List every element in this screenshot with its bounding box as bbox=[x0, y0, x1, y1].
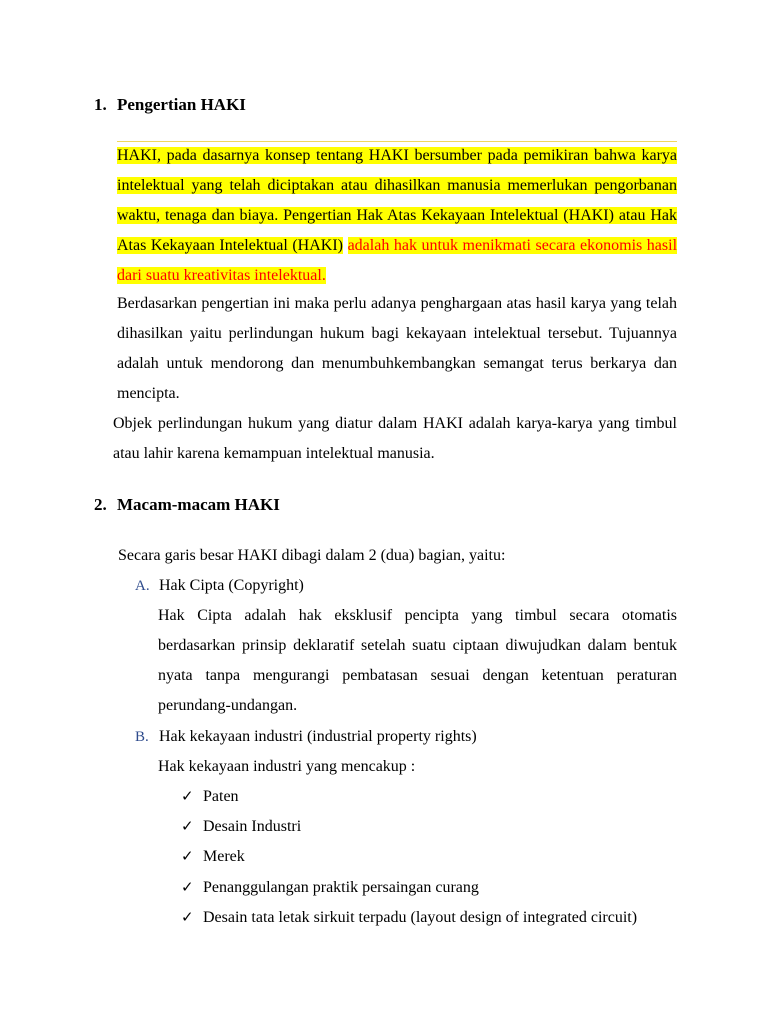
check-icon: ✓ bbox=[181, 819, 194, 835]
section-2-number: 2. bbox=[94, 495, 107, 514]
industrial-property-description: Hak kekayaan industri yang mencakup : bbox=[158, 758, 416, 775]
list-item-a-title: Hak Cipta (Copyright) bbox=[159, 577, 304, 594]
bullet-item bbox=[181, 847, 245, 867]
bullet-text: Merek bbox=[203, 848, 245, 865]
bullet-text: Penanggulangan praktik persaingan curang bbox=[203, 879, 479, 896]
list-item-a bbox=[135, 576, 304, 596]
list-letter-a: A. bbox=[135, 578, 150, 594]
check-icon: ✓ bbox=[181, 880, 194, 896]
bullet-text: Desain Industri bbox=[203, 818, 302, 835]
list-item-b-title: Hak kekayaan industri (industrial property rights) bbox=[159, 728, 477, 745]
definition-paragraph bbox=[117, 141, 677, 291]
object-paragraph: Objek perlindungan hukum yang diatur dalam HAKI adalah karya-karya yang timbul atau lahir karena kemampuan intelektual manusia. bbox=[113, 415, 677, 462]
bullet-text: Desain tata letak sirkuit terpadu (layout design of integrated circuit) bbox=[203, 909, 638, 926]
list-item-b bbox=[135, 727, 477, 747]
list-letter-b: B. bbox=[135, 729, 149, 745]
check-icon: ✓ bbox=[181, 789, 194, 805]
section-2-heading bbox=[94, 495, 280, 515]
bullet-item bbox=[181, 878, 479, 898]
definition-text: HAKI, pada dasarnya konsep tentang HAKI bersumber pada pemikiran bahwa karya intelektual yang telah diciptakan atau dihasilkan manusia memerlukan pengorbanan waktu, tenaga dan biaya. Pengertian Hak Atas Kekayaan Intelektual (HAKI) atau Hak Atas Kekayaan Intelektual (HAKI) bbox=[117, 147, 677, 254]
section-1-title: Pengertian HAKI bbox=[117, 95, 246, 114]
section-2-title: Macam-macam HAKI bbox=[117, 495, 280, 514]
highlighted-paragraph bbox=[117, 141, 677, 291]
bullet-item bbox=[181, 787, 239, 807]
section-1-number: 1. bbox=[94, 95, 107, 114]
section-1-heading bbox=[94, 95, 246, 115]
check-icon: ✓ bbox=[181, 910, 194, 926]
bullet-text: Paten bbox=[203, 788, 239, 805]
types-intro: Secara garis besar HAKI dibagi dalam 2 (dua) bagian, yaitu: bbox=[118, 547, 506, 564]
bullet-item bbox=[181, 817, 302, 837]
purpose-paragraph: Berdasarkan pengertian ini maka perlu adanya penghargaan atas hasil karya yang telah dihasilkan yaitu perlindungan hukum bagi kekayaan intelektual tersebut. Tujuannya adalah untuk mendorong dan menumbuhkembangkan semangat terus berkarya dan mencipta. bbox=[117, 295, 677, 402]
copyright-description: Hak Cipta adalah hak eksklusif pencipta yang timbul secara otomatis berdasarkan prinsip deklaratif setelah suatu ciptaan diwujudkan dalam bentuk nyata tanpa mengurangi pembatasan sesuai dengan ketentuan peraturan perundang-undangan. bbox=[158, 607, 677, 714]
bullet-item bbox=[181, 908, 638, 928]
check-icon: ✓ bbox=[181, 849, 194, 865]
definition-emphasis-text: adalah hak untuk menikmati secara ekonomis hasil dari suatu kreativitas intelektual. bbox=[117, 237, 678, 284]
